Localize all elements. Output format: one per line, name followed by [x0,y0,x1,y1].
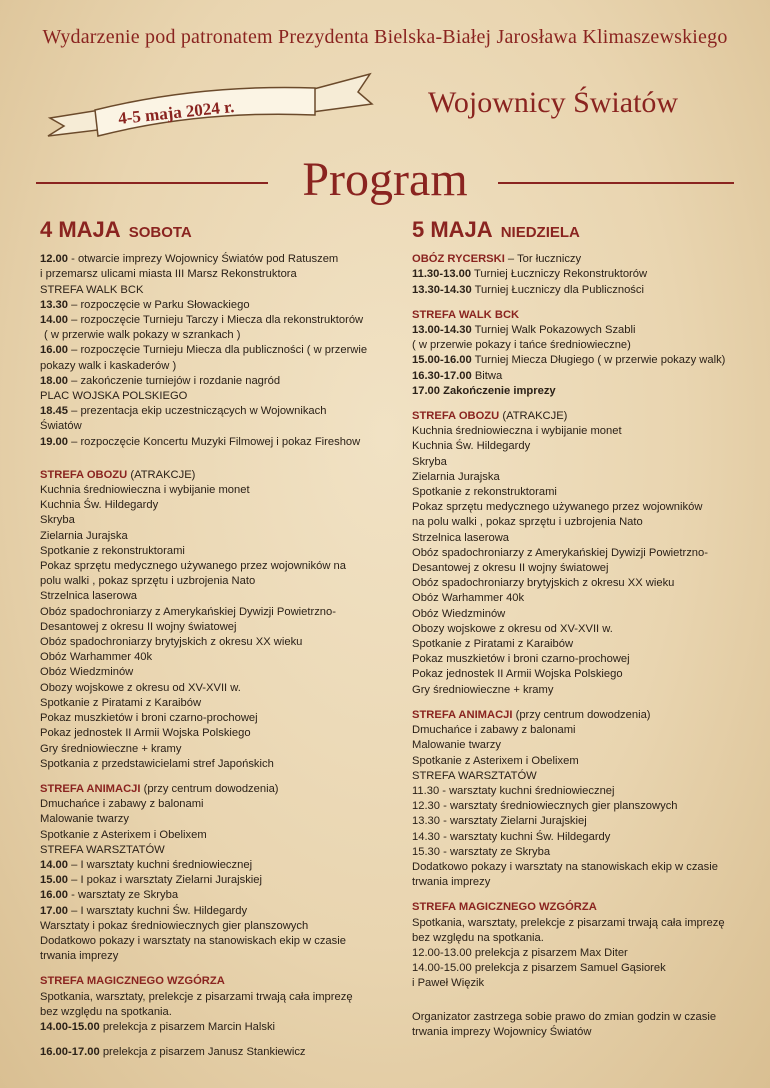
list-item: Dodatkowo pokazy i warsztaty na stanowiskach ekip w czasie [412,860,718,873]
day1-date: 4 MAJA [40,217,121,242]
program-title: Program [302,153,468,206]
list-item: 11.30 - warsztaty kuchni średniowiecznej [412,784,615,797]
list-item: polu walki , pokaz sprzętu i uzbrojenia Nato [40,575,256,588]
organizer-note: Organizator zastrzega sobie prawo do zmian godzin w czasie [412,1010,717,1023]
list-item: Obóz Warhammer 40k [412,592,525,605]
list-item: Spotkania, warsztaty, prelekcje z pisarzami trwają cała imprezę [412,916,725,929]
magic-list [412,916,742,992]
list-item: Obóz spadochroniarzy brytyjskich z okresu XX wieku [40,636,303,649]
schedule-line: 16.30-17.00 Bitwa [412,369,503,382]
camp-list [40,483,380,772]
list-item: Obóz spadochroniarzy brytyjskich z okresu XX wieku [412,577,675,590]
list-item: STREFA WARSZTATÓW [40,843,165,856]
list-item: Strzelnica laserowa [412,531,510,544]
section-heading-bck: STREFA WALK BCK [412,308,520,321]
schedule-line: trwania imprezy [40,950,119,963]
list-item: Spotkanie z Asterixem i Obelixem [40,828,207,841]
list-item: Desantowej z okresu II wojny światowej [40,620,237,633]
event-title: Wojownicy Światów [428,86,679,119]
schedule-line: ( w przerwie walk pokazy w szrankach ) [44,329,241,342]
schedule-line: 16.00-17.00 prelekcja z pisarzem Janusz Stankiewicz [40,1046,306,1059]
list-item: Obozy wojskowe z okresu od XV-XVII w. [412,622,613,635]
schedule-line: 16.00 - warsztaty ze Skryba [40,889,179,902]
schedule-line: 19.00 – rozpoczęcie Koncertu Muzyki Filmowej i pokaz Fireshow [40,435,361,448]
list-item: Skryba [40,514,75,527]
schedule-line: Spotkania, warsztaty, prelekcje z pisarzami trwają cała imprezę [40,990,353,1003]
schedule-line: Warsztaty i pokaz średniowiecznych gier planszowych [40,919,309,932]
list-item: Spotkanie z Piratami z Karaibów [40,696,202,709]
list-item: Pokaz jednostek II Armii Wojska Polskiego [412,668,623,681]
list-item: Kuchnia średniowieczna i wybijanie monet [412,425,622,438]
schedule-line: i przemarsz ulicami miasta III Marsz Rekonstruktora [40,268,297,281]
list-item: Zielarnia Jurajska [412,470,500,483]
list-item: Strzelnica laserowa [40,590,138,603]
list-item: na polu walki , pokaz sprzętu i uzbrojenia Nato [412,516,643,529]
animation-list [40,797,380,858]
camp-list [412,424,742,698]
schedule-line: pokazy walk i kaskaderów ) [40,359,177,372]
patronage-line: Wydarzenie pod patronatem Prezydenta Bielska-Białej Jarosława Klimaszewskiego [42,26,728,48]
day1-column [40,217,380,1060]
animation-list [412,723,742,890]
list-item: i Paweł Więzik [412,977,485,990]
schedule-line: 13.00-14.30 Turniej Walk Pokazowych Szabli [412,324,636,337]
list-item: Spotkanie z rekonstruktorami [412,486,557,499]
list-item: Obozy wojskowe z okresu od XV-XVII w. [40,681,241,694]
list-item: Obóz Wiedzminów [40,666,134,679]
schedule-line: 14.00-15.00 prelekcja z pisarzem Marcin Halski [40,1020,276,1033]
list-item: Skryba [412,455,447,468]
list-item: Gry średniowieczne + kramy [412,683,554,696]
schedule-line: 13.30-14.30 Turniej Łuczniczy dla Publiczności [412,283,644,296]
list-item: Spotkanie z rekonstruktorami [40,544,185,557]
list-item: Malowanie twarzy [412,739,501,752]
list-item: Kuchnia średniowieczna i wybijanie monet [40,484,250,497]
list-item: Obóz Wiedzminów [412,607,506,620]
list-item: 14.00-15.00 prelekcja z pisarzem Samuel Gąsiorek [412,962,666,975]
list-item: Obóz spadochroniarzy z Amerykańskiej Dywizji Powietrzno- [412,546,708,559]
schedule-line: 13.30 – rozpoczęcie w Parku Słowackiego [40,298,250,311]
list-item: Gry średniowieczne + kramy [40,742,182,755]
schedule-line: 17.00 – I warsztaty kuchni Św. Hildegardy [40,904,248,917]
list-item: Pokaz jednostek II Armii Wojska Polskiego [40,727,251,740]
section-heading-knights: OBÓZ RYCERSKI – Tor łuczniczy [412,253,582,266]
list-item: 12.00-13.00 prelekcja z pisarzem Max Diter [412,946,628,959]
schedule-line: Dodatkowo pokazy i warsztaty na stanowiskach ekip w czasie [40,934,346,947]
list-item: Dmuchańce i zabawy z balonami [40,798,204,811]
day2-column [412,217,742,1040]
schedule-line: 12.00 - otwarcie imprezy Wojownicy Światów pod Ratuszem [40,253,339,266]
list-item: bez względu na spotkania. [412,931,544,944]
list-item: trwania imprezy [412,876,491,889]
day2-heading [412,217,742,242]
section-heading-camp: STREFA OBOZU (ATRAKCJE) [412,410,568,423]
schedule-line: ( w przerwie pokazy i tańce średniowieczne) [412,339,631,352]
schedule-line: 11.30-13.00 Turniej Łuczniczy Rekonstruktorów [412,268,648,281]
list-item: Spotkania z przedstawicielami stref Japońskich [40,757,274,770]
section-heading-animation: STREFA ANIMACJI (przy centrum dowodzenia) [412,708,651,721]
divider-right [498,182,734,184]
schedule-line: 14.00 – rozpoczęcie Turnieju Tarczy i Miecza dla rekonstruktorów [40,314,364,327]
event-dates: 4-5 maja 2024 r. [117,96,236,129]
list-item: Spotkanie z Asterixem i Obelixem [412,754,579,767]
list-item: Pokaz sprzętu medycznego używanego przez wojowników [412,501,703,514]
day2-date: 5 MAJA [412,217,493,242]
schedule-line: 15.00 – I pokaz i warsztaty Zielarni Jurajskiej [40,874,262,887]
day2-weekday: NIEDZIELA [500,224,580,241]
list-item: Malowanie twarzy [40,813,129,826]
schedule-line: 17.00 Zakończenie imprezy [412,384,556,397]
list-item: 15.30 - warsztaty ze Skryba [412,845,551,858]
schedule-line: PLAC WOJSKA POLSKIEGO [40,390,188,403]
schedule-line: Światów [40,420,82,433]
schedule-line: 15.00-16.00 Turniej Miecza Długiego ( w przerwie pokazy walk) [412,354,726,367]
schedule-line: 16.00 – rozpoczęcie Turnieju Miecza dla publiczności ( w przerwie [40,344,368,357]
schedule-line: 18.00 – zakończenie turniejów i rozdanie nagród [40,374,281,387]
schedule-line: 14.00 – I warsztaty kuchni średniowiecznej [40,858,253,871]
day1-heading [40,217,380,242]
list-item: 14.30 - warsztaty kuchni Św. Hildegardy [412,830,611,843]
schedule-line: bez względu na spotkania. [40,1005,172,1018]
day1-weekday: SOBOTA [128,224,192,241]
section-heading-animation: STREFA ANIMACJI (przy centrum dowodzenia) [40,782,279,795]
list-item: Zielarnia Jurajska [40,529,128,542]
list-item: STREFA WARSZTATÓW [412,769,537,782]
list-item: Spotkanie z Piratami z Karaibów [412,638,574,651]
list-item: Obóz spadochroniarzy z Amerykańskiej Dywizji Powietrzno- [40,605,336,618]
list-item: 13.30 - warsztaty Zielarni Jurajskiej [412,815,587,828]
schedule-line: STREFA WALK BCK [40,283,144,296]
list-item: Pokaz sprzętu medycznego używanego przez wojowników na [40,560,346,573]
organizer-note: trwania imprezy Wojownicy Światów [412,1025,592,1038]
list-item: Obóz Warhammer 40k [40,651,153,664]
list-item: Kuchnia Św. Hildegardy [40,499,159,512]
list-item: Pokaz muszkietów i broni czarno-prochowej [40,712,258,725]
section-heading-camp: STREFA OBOZU (ATRAKCJE) [40,468,196,481]
list-item: Kuchnia Św. Hildegardy [412,440,531,453]
schedule-line: 18.45 – prezentacja ekip uczestniczących w Wojownikach [40,405,327,418]
list-item: Dmuchańce i zabawy z balonami [412,724,576,737]
program-heading [36,152,734,212]
section-heading-magic: STREFA MAGICZNEGO WZGÓRZA [412,901,597,914]
list-item: Desantowej z okresu II wojny światowej [412,562,609,575]
section-heading-magic: STREFA MAGICZNEGO WZGÓRZA [40,975,225,988]
list-item: Pokaz muszkietów i broni czarno-prochowej [412,653,630,666]
list-item: 12.30 - warsztaty średniowiecznych gier planszowych [412,800,678,813]
